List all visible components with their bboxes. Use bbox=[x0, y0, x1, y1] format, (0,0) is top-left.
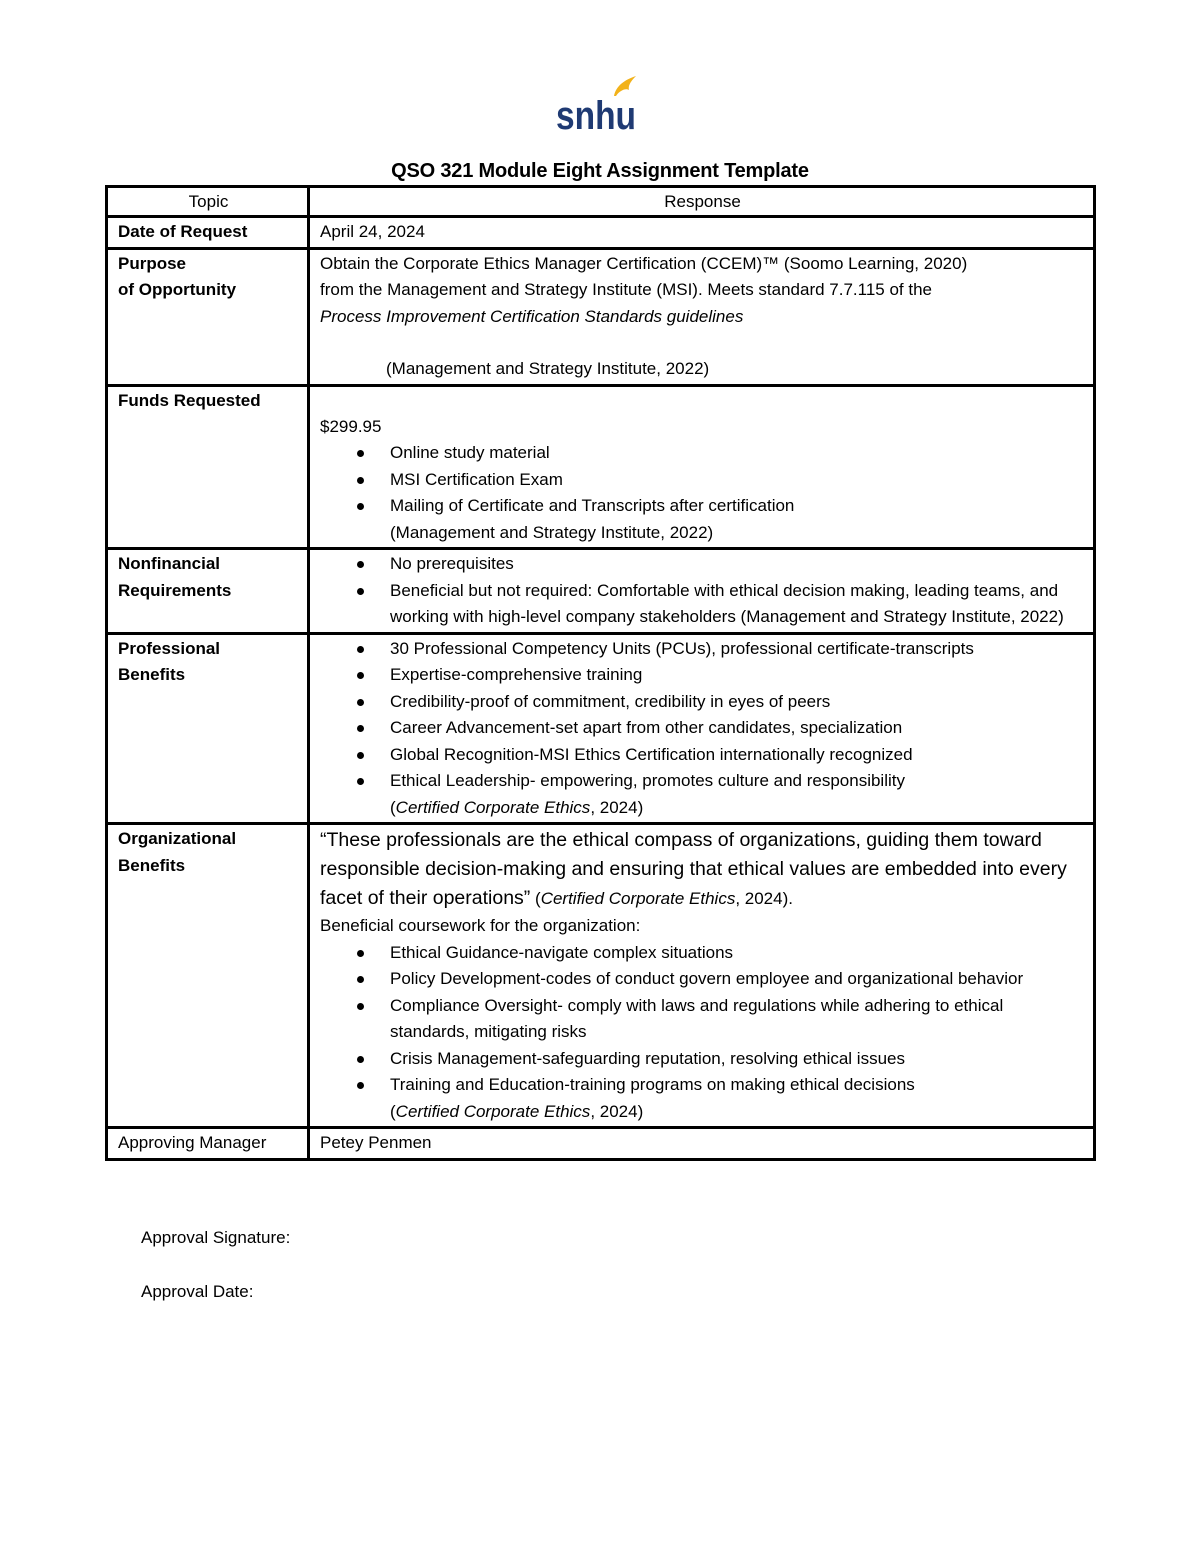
approval-date-label: Approval Date: bbox=[141, 1282, 254, 1301]
list-item: Mailing of Certificate and Transcripts after certification bbox=[390, 493, 1085, 520]
professional-citation: (Certified Corporate Ethics, 2024) bbox=[390, 797, 644, 817]
flame-icon bbox=[614, 76, 636, 96]
purpose-line-italic: Process Improvement Certification Standards guidelines bbox=[320, 306, 744, 326]
nonfinancial-list bbox=[320, 551, 1085, 631]
nonfinancial-label-line2: Requirements bbox=[118, 580, 232, 600]
header-response: Response bbox=[309, 187, 1095, 217]
purpose-line: Obtain the Corporate Ethics Manager Certification (CCEM)™ (Soomo Learning, 2020) bbox=[320, 253, 968, 273]
purpose-citation: (Management and Strategy Institute, 2022) bbox=[386, 359, 710, 378]
organizational-label-line2: Benefits bbox=[118, 855, 186, 875]
organizational-list bbox=[320, 940, 1085, 1099]
list-item: MSI Certification Exam bbox=[390, 467, 1085, 494]
list-item: Compliance Oversight- comply with laws and regulations while adhering to ethical standards, mitigating risks bbox=[390, 993, 1085, 1046]
organizational-intro: Beneficial coursework for the organization: bbox=[320, 916, 641, 935]
row-purpose bbox=[107, 248, 1095, 385]
organizational-quote: “These professionals are the ethical compass of organizations, guiding them toward responsible decision-making and ensuring that ethical values are embedded into every facet of their operations” (Certified Corporate Ethics, 2024). bbox=[320, 829, 1067, 909]
assignment-table bbox=[105, 185, 1096, 1161]
list-item: Credibility-proof of commitment, credibility in eyes of peers bbox=[390, 689, 1085, 716]
purpose-label-line2: of Opportunity bbox=[118, 280, 237, 299]
funds-label: Funds Requested bbox=[107, 385, 309, 549]
table-header-row bbox=[107, 187, 1095, 217]
nonfinancial-response bbox=[309, 549, 1095, 634]
list-item: Policy Development-codes of conduct govern employee and organizational behavior bbox=[390, 966, 1085, 993]
manager-value: Petey Penmen bbox=[309, 1128, 1095, 1160]
organizational-citation: (Certified Corporate Ethics, 2024) bbox=[390, 1101, 644, 1121]
row-date-of-request bbox=[107, 217, 1095, 249]
professional-list bbox=[320, 636, 1085, 795]
funds-citation: (Management and Strategy Institute, 2022) bbox=[390, 522, 714, 542]
purpose-response bbox=[309, 248, 1095, 385]
list-item: Ethical Leadership- empowering, promotes culture and responsibility bbox=[390, 768, 1085, 795]
approval-signature-label: Approval Signature: bbox=[141, 1228, 291, 1247]
list-item: Crisis Management-safeguarding reputation, resolving ethical issues bbox=[390, 1046, 1085, 1073]
purpose-label bbox=[107, 248, 309, 385]
snhu-logo bbox=[556, 74, 640, 138]
funds-response bbox=[309, 385, 1095, 549]
row-funds bbox=[107, 385, 1095, 549]
professional-label-line1: Professional bbox=[118, 638, 221, 658]
list-item: 30 Professional Competency Units (PCUs), professional certificate-transcripts bbox=[390, 636, 1085, 663]
professional-label bbox=[107, 633, 309, 824]
list-item: Online study material bbox=[390, 440, 1085, 467]
row-approving-manager bbox=[107, 1128, 1095, 1160]
list-item: Global Recognition-MSI Ethics Certification internationally recognized bbox=[390, 742, 1085, 769]
nonfinancial-label bbox=[107, 549, 309, 634]
purpose-line: from the Management and Strategy Institute (MSI). Meets standard 7.7.115 of the bbox=[320, 280, 933, 299]
row-nonfinancial bbox=[107, 549, 1095, 634]
nonfinancial-label-line1: Nonfinancial bbox=[118, 554, 221, 573]
manager-label: Approving Manager bbox=[107, 1128, 309, 1160]
list-item: Training and Education-training programs on making ethical decisions bbox=[390, 1072, 1085, 1099]
funds-amount: $299.95 bbox=[320, 416, 382, 436]
organizational-response bbox=[309, 824, 1095, 1128]
date-value: April 24, 2024 bbox=[309, 217, 1095, 249]
logo-text: snhu bbox=[556, 94, 636, 138]
list-item: Beneficial but not required: Comfortable with ethical decision making, leading teams, and working with high-level company stakeholders (Management and Strategy Institute, 2022) bbox=[390, 578, 1085, 631]
professional-response bbox=[309, 633, 1095, 824]
organizational-label-line1: Organizational bbox=[118, 829, 237, 848]
list-item: Ethical Guidance-navigate complex situations bbox=[390, 940, 1085, 967]
professional-label-line2: Benefits bbox=[118, 665, 186, 684]
document-title: QSO 321 Module Eight Assignment Template bbox=[391, 160, 809, 182]
purpose-label-line1: Purpose bbox=[118, 253, 187, 273]
row-professional bbox=[107, 633, 1095, 824]
list-item: Expertise-comprehensive training bbox=[390, 662, 1085, 689]
date-label: Date of Request bbox=[107, 217, 309, 249]
list-item: No prerequisites bbox=[390, 551, 1085, 578]
row-organizational bbox=[107, 824, 1095, 1128]
organizational-label bbox=[107, 824, 309, 1128]
list-item: Career Advancement-set apart from other candidates, specialization bbox=[390, 715, 1085, 742]
funds-list bbox=[320, 440, 1085, 520]
header-topic: Topic bbox=[107, 187, 309, 217]
